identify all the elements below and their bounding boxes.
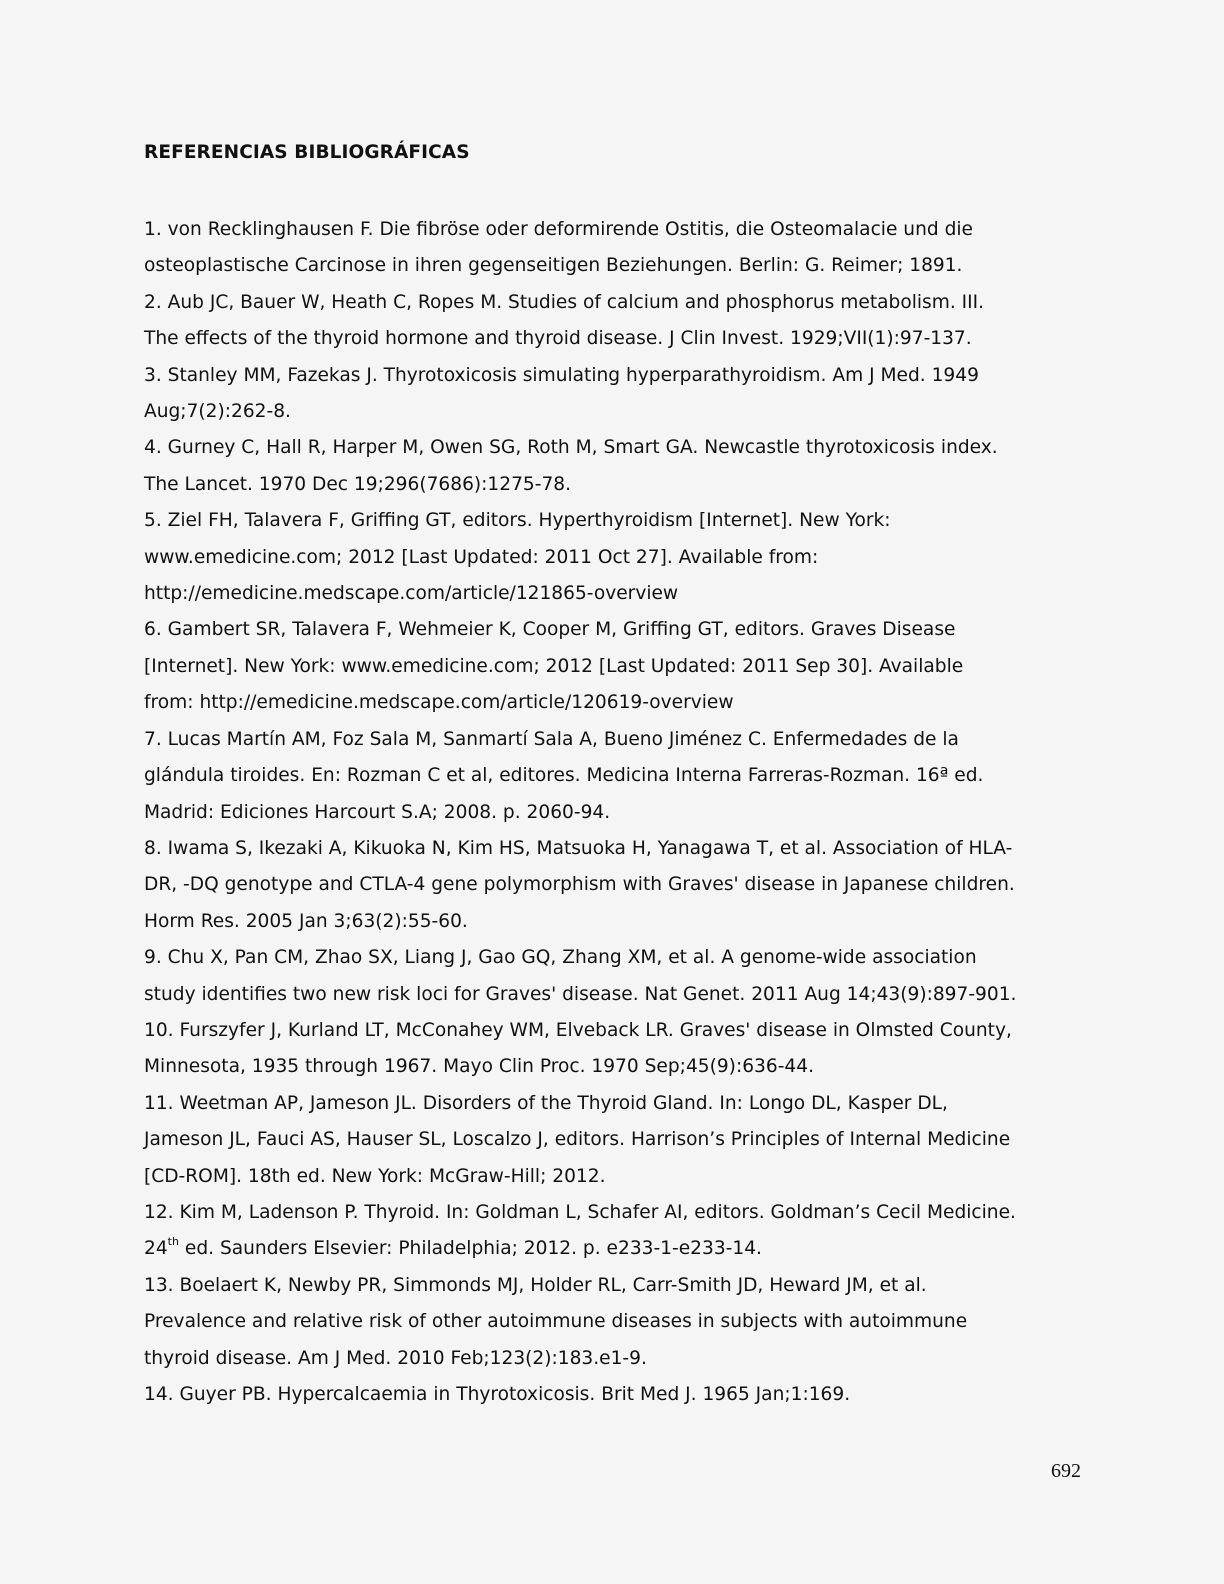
- reference-line: Jameson JL, Fauci AS, Hauser SL, Loscalzo J, editors. Harrison’s Principles of Internal Medicine: [144, 1129, 1011, 1151]
- reference-line: 10. Furszyfer J, Kurland LT, McConahey WM, Elveback LR. Graves' disease in Olmsted County,: [144, 1019, 1012, 1041]
- reference-item: [144, 1268, 1089, 1377]
- reference-line: The effects of the thyroid hormone and thyroid disease. J Clin Invest. 1929;VII(1):97-137.: [144, 328, 972, 350]
- reference-line: 8. Iwama S, Ikezaki A, Kikuoka N, Kim HS, Matsuoka H, Yanagawa T, et al. Association of HLA-: [144, 837, 1013, 859]
- reference-line: 7. Lucas Martín AM, Foz Sala M, Sanmartí Sala A, Bueno Jiménez C. Enfermedades de la: [144, 728, 959, 750]
- reference-item: [144, 1195, 1089, 1268]
- reference-item: [144, 722, 1089, 831]
- reference-line: www.emedicine.com; 2012 [Last Updated: 2011 Oct 27]. Available from:: [144, 546, 819, 568]
- edition-number: 24: [144, 1238, 168, 1260]
- reference-line: [144, 1231, 1089, 1267]
- reference-item: [144, 358, 1089, 431]
- reference-line: 9. Chu X, Pan CM, Zhao SX, Liang J, Gao GQ, Zhang XM, et al. A genome-wide association: [144, 947, 977, 969]
- reference-line: 11. Weetman AP, Jameson JL. Disorders of the Thyroid Gland. In: Longo DL, Kasper DL,: [144, 1092, 948, 1114]
- reference-line: [Internet]. New York: www.emedicine.com; 2012 [Last Updated: 2011 Sep 30]. Available: [144, 655, 964, 677]
- reference-item: [144, 1377, 1089, 1413]
- reference-item: [144, 940, 1089, 1013]
- reference-item: [144, 1086, 1089, 1195]
- reference-line: 13. Boelaert K, Newby PR, Simmonds MJ, Holder RL, Carr-Smith JD, Heward JM, et al.: [144, 1274, 927, 1296]
- reference-line: Minnesota, 1935 through 1967. Mayo Clin Proc. 1970 Sep;45(9):636-44.: [144, 1056, 814, 1078]
- reference-item: [144, 1013, 1089, 1086]
- reference-line: from: http://emedicine.medscape.com/article/120619-overview: [144, 692, 734, 714]
- reference-list: [144, 212, 1089, 1413]
- ordinal-superscript: th: [167, 1235, 179, 1249]
- reference-line: http://emedicine.medscape.com/article/121865-overview: [144, 583, 679, 605]
- reference-line: Prevalence and relative risk of other autoimmune diseases in subjects with autoimmune: [144, 1311, 968, 1333]
- reference-item: [144, 831, 1089, 940]
- reference-item: [144, 612, 1089, 721]
- reference-item: [144, 503, 1089, 612]
- reference-item: [144, 285, 1089, 358]
- reference-line: 14. Guyer PB. Hypercalcaemia in Thyrotoxicosis. Brit Med J. 1965 Jan;1:169.: [144, 1384, 851, 1405]
- reference-line: The Lancet. 1970 Dec 19;296(7686):1275-78.: [144, 473, 572, 495]
- section-heading: REFERENCIAS BIBLIOGRÁFICAS: [144, 142, 470, 163]
- reference-item: [144, 212, 1089, 285]
- reference-item: [144, 430, 1089, 503]
- reference-line: 6. Gambert SR, Talavera F, Wehmeier K, Cooper M, Griffing GT, editors. Graves Disease: [144, 619, 956, 641]
- reference-line: Aug;7(2):262-8.: [144, 401, 291, 423]
- reference-line: 1. von Recklinghausen F. Die fibröse oder deformirende Ostitis, die Osteomalacie und die: [144, 219, 973, 240]
- reference-line: 4. Gurney C, Hall R, Harper M, Owen SG, Roth M, Smart GA. Newcastle thyrotoxicosis index.: [144, 437, 998, 459]
- reference-line: Horm Res. 2005 Jan 3;63(2):55-60.: [144, 910, 468, 932]
- reference-line: glándula tiroides. En: Rozman C et al, editores. Medicina Interna Farreras-Rozman. 16ª ed.: [144, 765, 984, 787]
- reference-line: study identifies two new risk loci for Graves' disease. Nat Genet. 2011 Aug 14;43(9):897-901.: [144, 983, 1017, 1005]
- reference-line: [CD-ROM]. 18th ed. New York: McGraw-Hill; 2012.: [144, 1165, 606, 1187]
- reference-line: osteoplastische Carcinose in ihren gegenseitigen Beziehungen. Berlin: G. Reimer; 1891.: [144, 255, 963, 277]
- reference-line: 12. Kim M, Ladenson P. Thyroid. In: Goldman L, Schafer AI, editors. Goldman’s Cecil Medicine.: [144, 1201, 1016, 1223]
- reference-line: DR, -DQ genotype and CTLA-4 gene polymorphism with Graves' disease in Japanese children.: [144, 874, 1015, 896]
- reference-line: 5. Ziel FH, Talavera F, Griffing GT, editors. Hyperthyroidism [Internet]. New York:: [144, 510, 891, 532]
- reference-line: thyroid disease. Am J Med. 2010 Feb;123(2):183.e1-9.: [144, 1347, 647, 1369]
- page-number: 692: [1051, 1460, 1081, 1482]
- reference-line: Madrid: Ediciones Harcourt S.A; 2008. p. 2060-94.: [144, 801, 611, 823]
- reference-line: 2. Aub JC, Bauer W, Heath C, Ropes M. Studies of calcium and phosphorus metabolism. III.: [144, 291, 985, 313]
- reference-line: 3. Stanley MM, Fazekas J. Thyrotoxicosis simulating hyperparathyroidism. Am J Med. 1949: [144, 364, 979, 386]
- reference-line-rest: ed. Saunders Elsevier: Philadelphia; 2012. p. e233-1-e233-14.: [178, 1238, 762, 1260]
